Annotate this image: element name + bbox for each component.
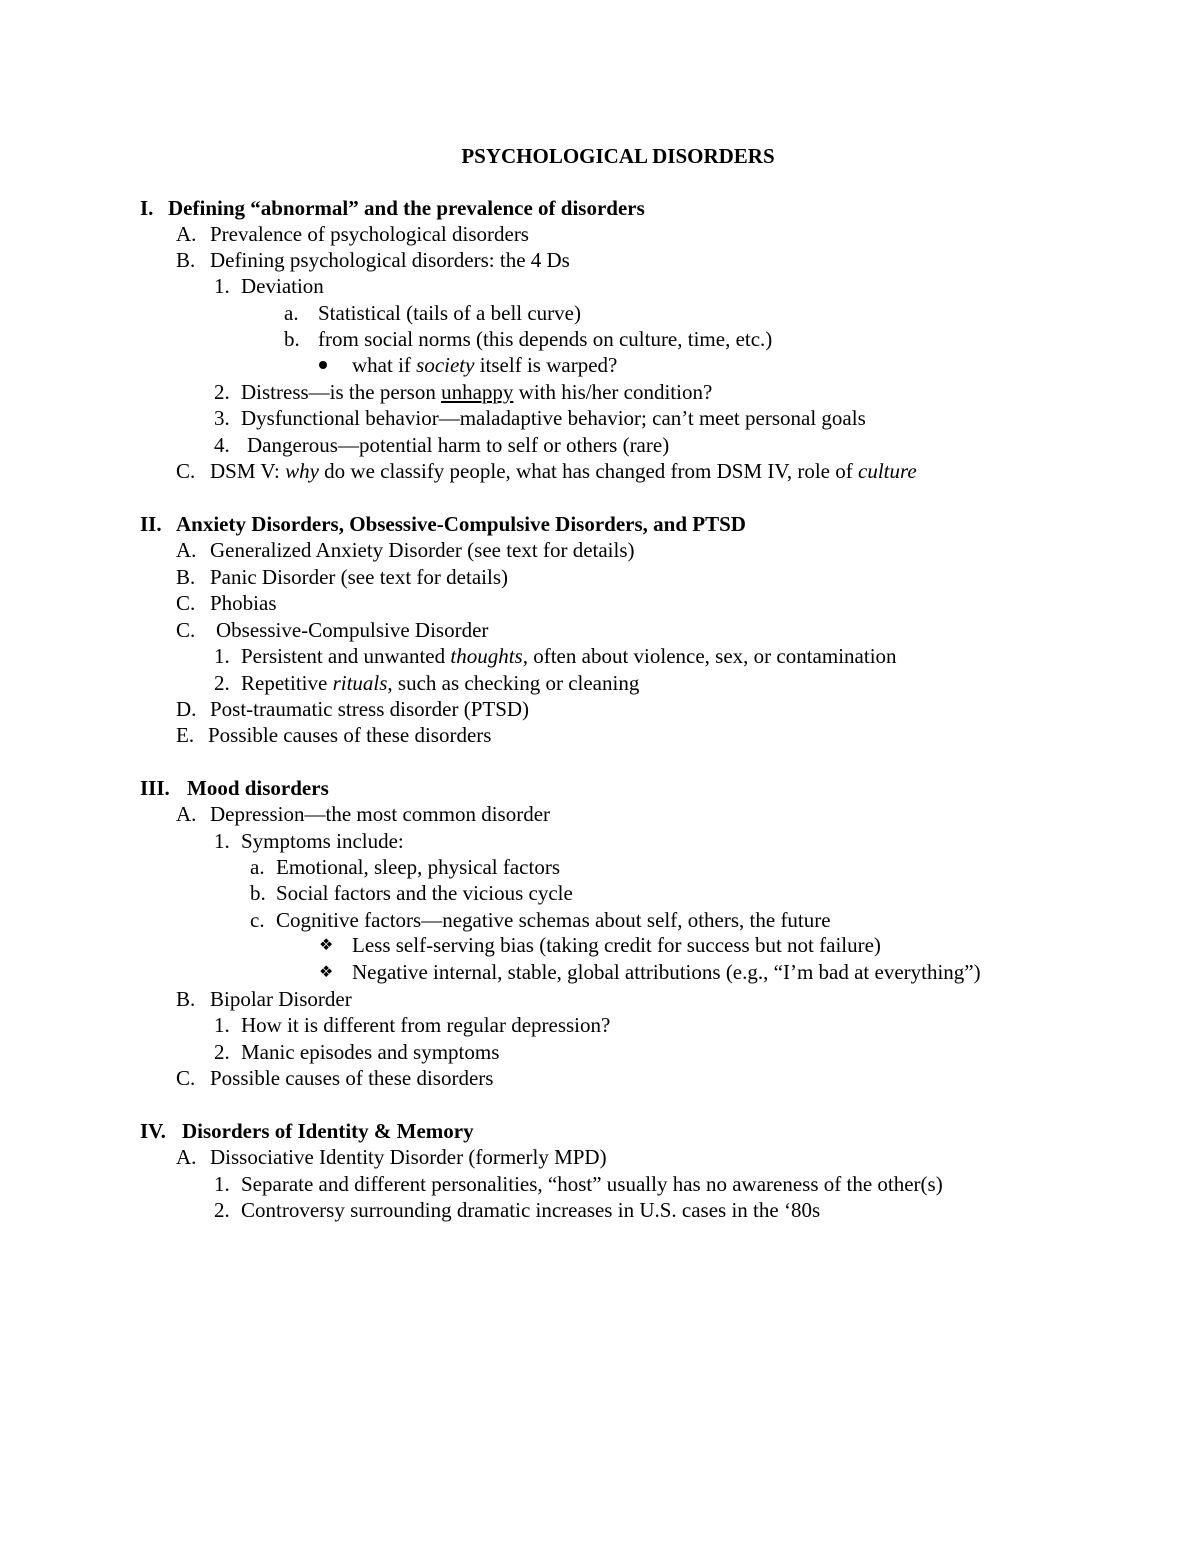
s3-a-marker: A.	[176, 802, 197, 826]
s2-c2-1-text: Persistent and unwanted thoughts, often about violence, sex, or contamination	[241, 644, 897, 668]
s2-e-marker: E.	[176, 723, 195, 747]
page-title: PSYCHOLOGICAL DISORDERS	[461, 144, 775, 168]
s3-a1a-marker: a.	[250, 855, 265, 879]
section-4-number: IV.	[140, 1119, 166, 1143]
s1-b-marker: B.	[176, 248, 196, 272]
s4-a-marker: A.	[176, 1145, 197, 1169]
s2-a-marker: A.	[176, 538, 197, 562]
s2-c2-1-marker: 1.	[214, 644, 230, 668]
s3-a1-text: Symptoms include:	[241, 829, 404, 853]
section-2-heading: Anxiety Disorders, Obsessive-Compulsive Disorders, and PTSD	[176, 512, 746, 536]
s3-b2-marker: 2.	[214, 1040, 230, 1064]
section-1-number: I.	[140, 196, 154, 220]
filled-circle-bullet-icon	[319, 361, 327, 369]
s1-b1a-marker: a.	[284, 301, 299, 325]
section-3-number: III.	[140, 776, 170, 800]
s1-b2-marker: 2.	[214, 380, 230, 404]
s1-c-text: DSM V: why do we classify people, what has changed from DSM IV, role of culture	[210, 459, 917, 483]
s2-e-text: Possible causes of these disorders	[208, 723, 492, 747]
section-3-heading: Mood disorders	[187, 776, 329, 800]
s1-a-marker: A.	[176, 222, 197, 246]
s2-c2-2-text: Repetitive rituals, such as checking or cleaning	[241, 671, 640, 695]
s3-b-marker: B.	[176, 987, 196, 1011]
s3-b2-text: Manic episodes and symptoms	[241, 1040, 500, 1064]
s1-b1b-marker: b.	[284, 327, 300, 351]
s1-b1-text: Deviation	[241, 274, 324, 298]
s3-b1-text: How it is different from regular depression?	[241, 1013, 611, 1037]
s2-b-text: Panic Disorder (see text for details)	[210, 565, 508, 589]
s4-a1-text: Separate and different personalities, “host” usually has no awareness of the other(s)	[241, 1172, 943, 1196]
s4-a-text: Dissociative Identity Disorder (formerly MPD)	[210, 1145, 607, 1169]
s2-c2-marker: C.	[176, 618, 196, 642]
four-diamond-bullet-icon: ❖	[319, 962, 334, 981]
s1-b2-text: Distress—is the person unhappy with his/her condition?	[241, 380, 713, 404]
s2-c2-2-marker: 2.	[214, 671, 230, 695]
s3-c-marker: C.	[176, 1066, 196, 1090]
s2-c2-text: Obsessive-Compulsive Disorder	[216, 618, 489, 642]
four-diamond-bullet-icon: ❖	[319, 935, 334, 954]
section-1-heading: Defining “abnormal” and the prevalence of disorders	[168, 196, 645, 220]
s1-b3-marker: 3.	[214, 406, 230, 430]
s3-a1b-marker: b.	[250, 881, 266, 905]
s1-b1b-text: from social norms (this depends on culture, time, etc.)	[318, 327, 773, 351]
s1-b4-text: Dangerous—potential harm to self or others (rare)	[247, 433, 670, 457]
s1-b4-marker: 4.	[214, 433, 230, 457]
s3-a1c-diamond-1-text: Less self-serving bias (taking credit for success but not failure)	[352, 933, 881, 957]
s2-c-marker: C.	[176, 591, 196, 615]
s3-a1c-diamond-2-text: Negative internal, stable, global attributions (e.g., “I’m bad at everything”)	[352, 960, 981, 984]
s3-a1c-marker: c.	[250, 908, 265, 932]
s4-a2-marker: 2.	[214, 1198, 230, 1222]
s3-a1c-text: Cognitive factors—negative schemas about self, others, the future	[276, 908, 831, 932]
s4-a2-text: Controversy surrounding dramatic increases in U.S. cases in the ‘80s	[241, 1198, 821, 1222]
s1-b1b-bullet-text: what if society itself is warped?	[352, 353, 618, 377]
section-4-heading: Disorders of Identity & Memory	[182, 1119, 474, 1143]
s2-b-marker: B.	[176, 565, 196, 589]
s4-a1-marker: 1.	[214, 1172, 230, 1196]
s3-b1-marker: 1.	[214, 1013, 230, 1037]
s2-d-text: Post-traumatic stress disorder (PTSD)	[210, 697, 530, 721]
s1-b1a-text: Statistical (tails of a bell curve)	[318, 301, 581, 325]
s3-c-text: Possible causes of these disorders	[210, 1066, 494, 1090]
s2-c-text: Phobias	[210, 591, 277, 615]
section-2-number: II.	[140, 512, 162, 536]
s3-a-text: Depression—the most common disorder	[210, 802, 551, 826]
s1-c-marker: C.	[176, 459, 196, 483]
s3-a1a-text: Emotional, sleep, physical factors	[276, 855, 561, 879]
s1-b1-marker: 1.	[214, 274, 230, 298]
s1-b-text: Defining psychological disorders: the 4 Ds	[210, 248, 570, 272]
s2-d-marker: D.	[176, 697, 197, 721]
s2-a-text: Generalized Anxiety Disorder (see text for details)	[210, 538, 635, 562]
s3-b-text: Bipolar Disorder	[210, 987, 352, 1011]
s1-b3-text: Dysfunctional behavior—maladaptive behavior; can’t meet personal goals	[241, 406, 866, 430]
s3-a1b-text: Social factors and the vicious cycle	[276, 881, 573, 905]
s1-a-text: Prevalence of psychological disorders	[210, 222, 529, 246]
s3-a1-marker: 1.	[214, 829, 230, 853]
